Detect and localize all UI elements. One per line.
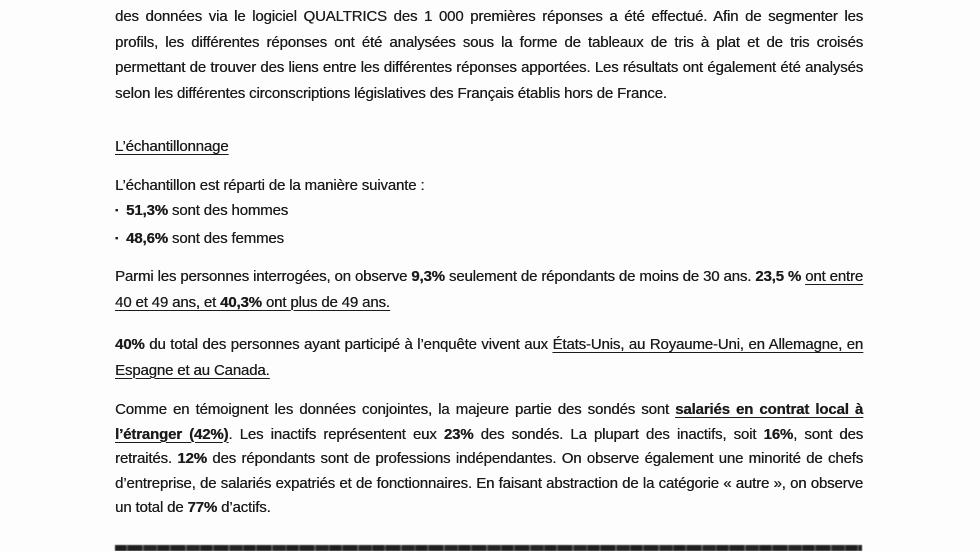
sample-distribution-intro: L’échantillon est réparti de la manière suivante : bbox=[115, 176, 425, 194]
intro-paragraph: des données via le logiciel QUALTRICS des 1 000 premières réponses a été effectué. Afin de segmenter les profils, les différentes réponses ont été analysées sous la forme de tableaux de tris à plat et de tris croisés permettant de trouver des liens entre les différentes réponses apportées. Les résultats ont également été analysés selon les différentes circonscriptions législatives des Français établis hors de France. bbox=[115, 8, 863, 102]
bullet-item-men-text: 51,3% sont des hommes bbox=[126, 202, 288, 219]
document-content bbox=[115, 4, 863, 521]
countries-paragraph: 40% du total des personnes ayant participé à l’enquête vivent aux États-Unis, au Royaume-Uni, en Allemagne, en Espagne et au Canada. bbox=[115, 336, 864, 379]
age-distribution-paragraph: Parmi les personnes interrogées, on observe 9,3% seulement de répondants de moins de 30 ans. 23,5 % ont entre 40 et 49 ans, et 40,3% ont plus de 49 ans. bbox=[115, 268, 863, 311]
bullet-item-women bbox=[115, 226, 863, 254]
bullet-item-men bbox=[115, 198, 863, 226]
bullet-icon: ▪ bbox=[115, 232, 119, 243]
sampling-heading: L’échantillonnage bbox=[115, 138, 229, 155]
bullet-item-women-text: 48,6% sont des femmes bbox=[126, 229, 284, 247]
bullet-icon: ▪ bbox=[115, 205, 119, 215]
cut-off-text-line bbox=[115, 545, 862, 551]
employment-paragraph: Comme en témoignent les données conjointes, la majeure partie des sondés sont salariés en contrat local à l’étranger (42%). Les inactifs représentent eux 23% des sondés. La plupart des inactifs, soit 16%, sont des retraités. 12% des répondants sont de professions indépendantes. On observe également une minorité de chefs d’entreprise, de salariés expatriés et de fonctionnaires. En faisant abstraction de la catégorie « autre », on observe un total de 77% d’actifs. bbox=[115, 401, 864, 516]
